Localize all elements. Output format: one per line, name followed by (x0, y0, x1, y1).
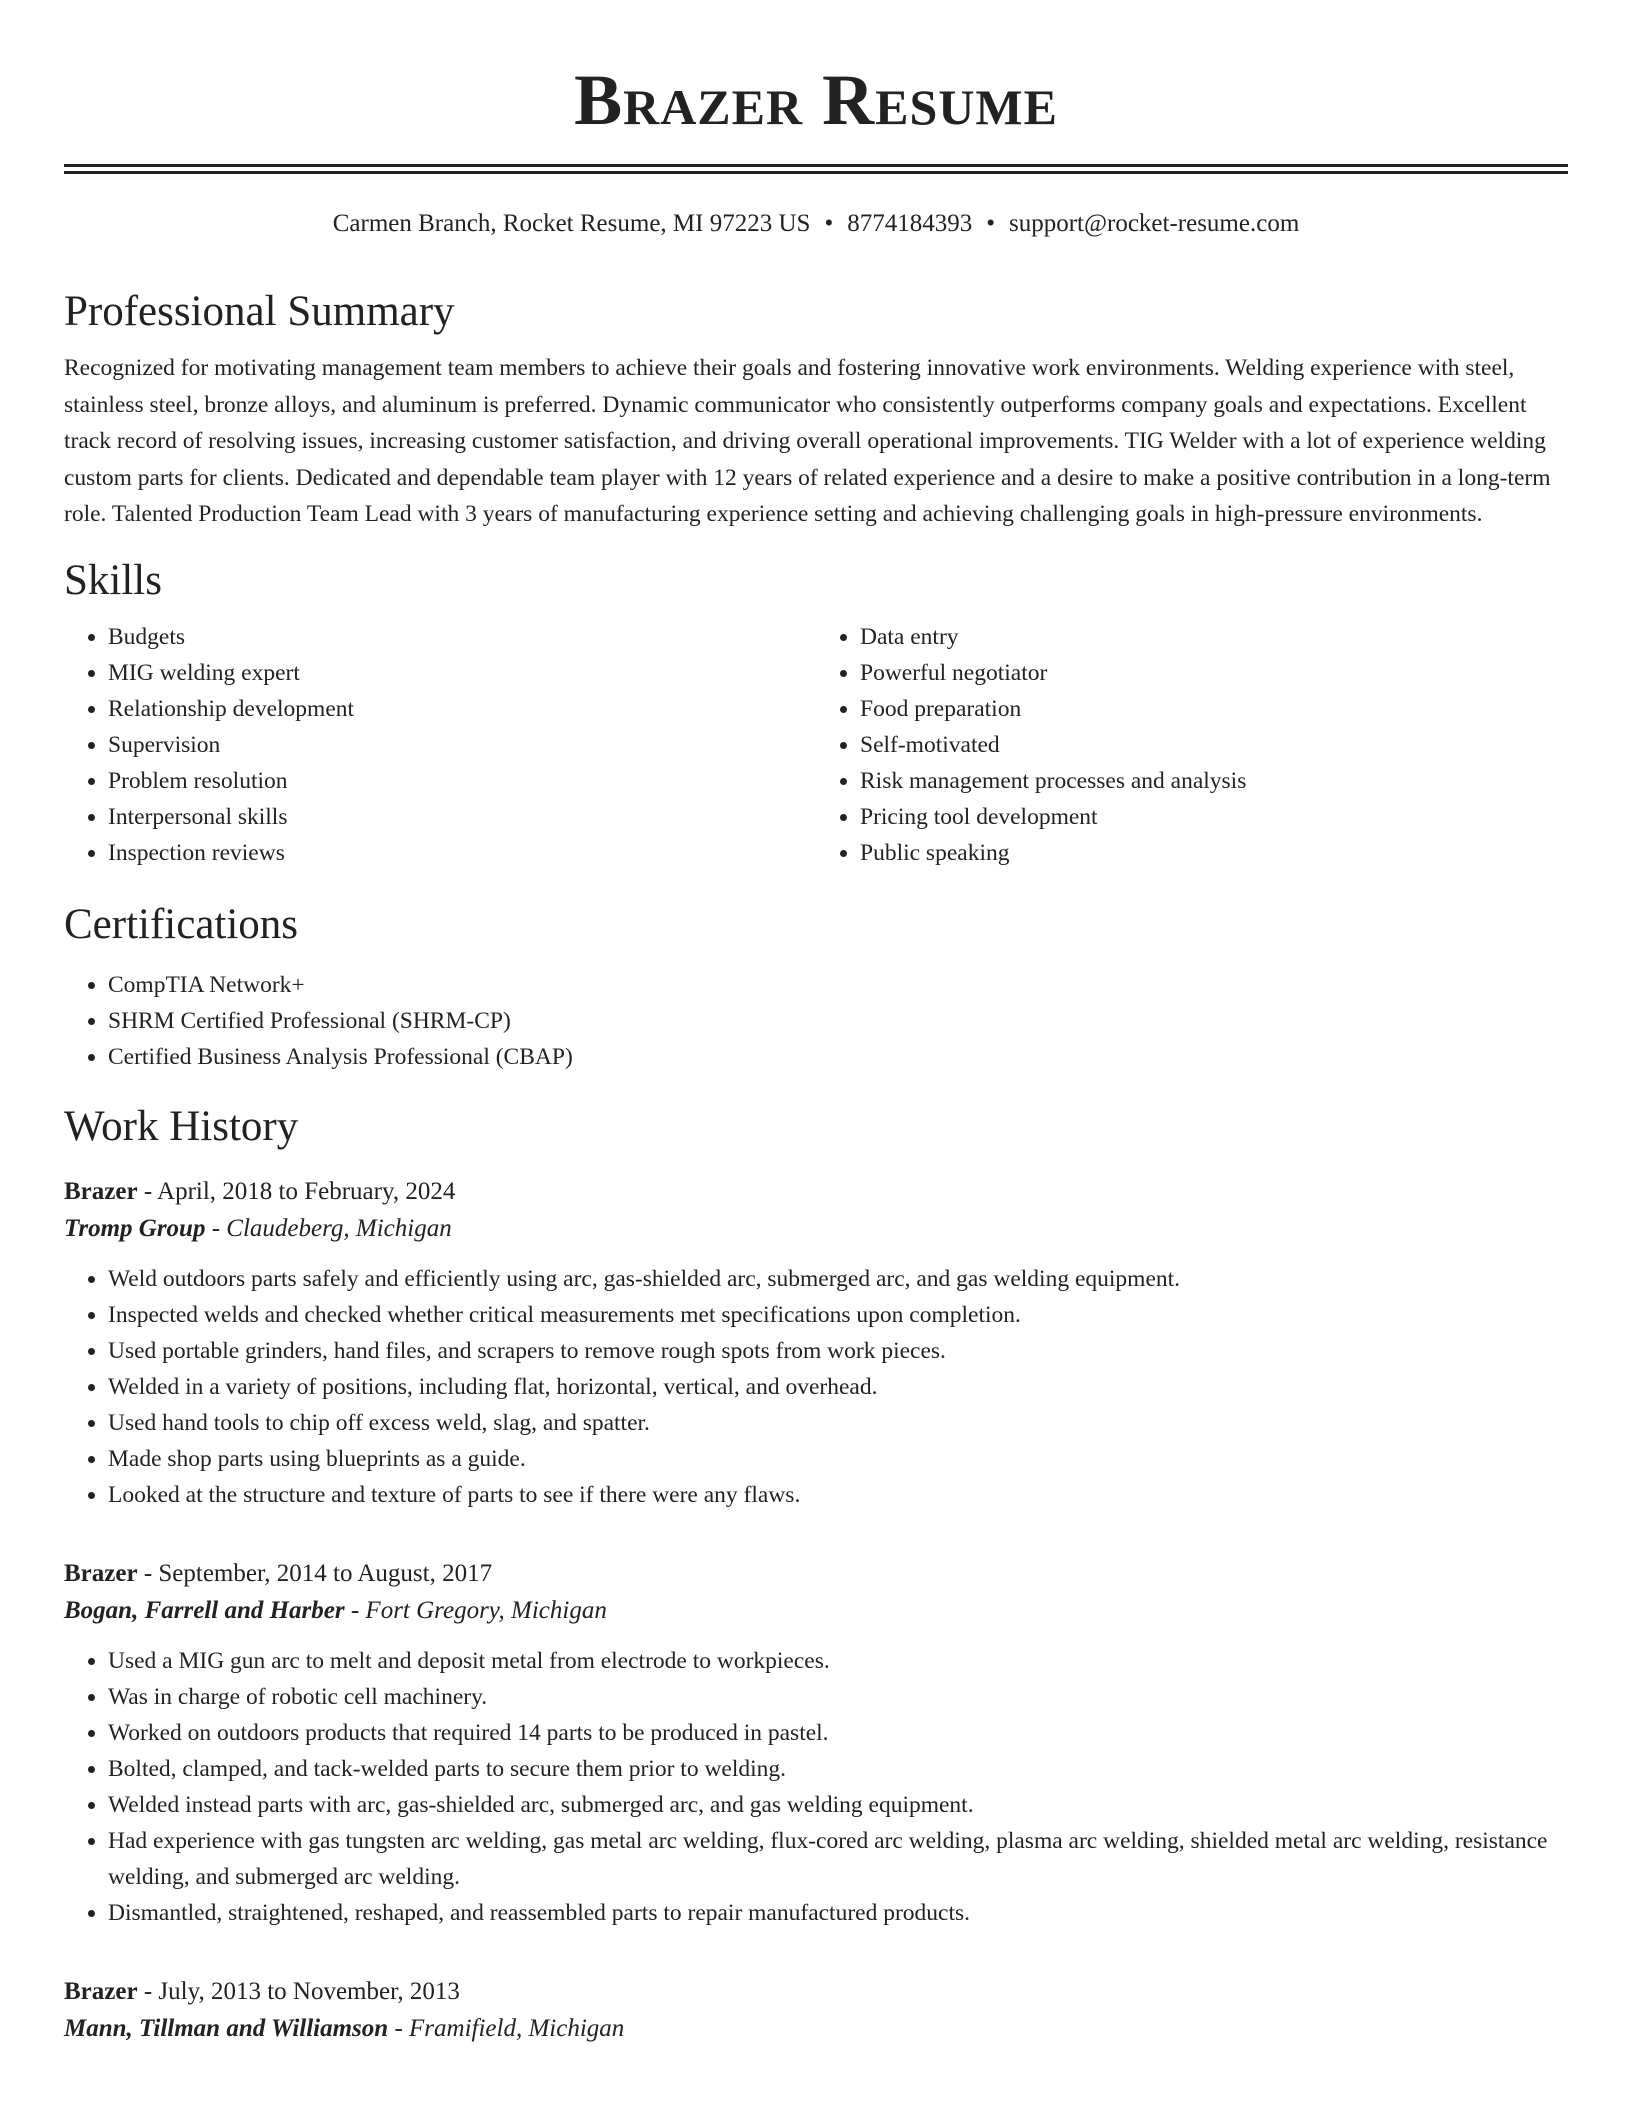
job-company-line (64, 2010, 1568, 2047)
job-company-line (64, 1592, 1568, 1629)
skill-item: • Risk management processes and analysis (860, 763, 1568, 799)
job-bullets (64, 1643, 1568, 1931)
job-company-line (64, 1210, 1568, 1247)
job-bullets (64, 1261, 1568, 1513)
job-bullet: • Looked at the structure and texture of parts to see if there were any flaws. (108, 1477, 1568, 1513)
contact-line (64, 208, 1568, 240)
summary-text: Recognized for motivating management team members to achieve their goals and fostering innovative work environments. Welding experience with steel, stainless steel, bronze alloys, and aluminum is preferred. Dynamic communicator who consistently outperforms company goals and expectations. Excellent track record of resolving issues, increasing customer satisfaction, and driving overall operational improvements. TIG Welder with a lot of experience welding custom parts for clients. Dedicated and dependable team player with 12 years of related experience and a desire to make a positive contribution in a long-term role. Talented Production Team Lead with 3 years of manufacturing experience setting and achieving challenging goals in high-pressure environments. (64, 355, 1551, 527)
job-bullet: • Worked on outdoors products that required 14 parts to be produced in pastel. (108, 1715, 1568, 1751)
job-entry (64, 1173, 1568, 1513)
job-bullet: • Dismantled, straightened, reshaped, and reassembled parts to repair manufactured products. (108, 1895, 1568, 1931)
skill-item: • MIG welding expert (108, 655, 816, 691)
job-entry (64, 1973, 1568, 2047)
job-bullet: • Had experience with gas tungsten arc welding, gas metal arc welding, flux-cored arc welding, plasma arc welding, shielded metal arc welding, resistance welding, and submerged arc welding. (108, 1823, 1568, 1895)
job-bullet: • Weld outdoors parts safely and efficiently using arc, gas-shielded arc, submerged arc, and gas welding equipment. (108, 1261, 1568, 1297)
skills-heading: Skills (64, 556, 162, 604)
job-company: Tromp Group (64, 1214, 206, 1242)
contact-separator: • (824, 210, 834, 237)
skill-item: • Supervision (108, 727, 816, 763)
job-title-line (64, 1555, 1568, 1592)
job-bullet: • Used hand tools to chip off excess weld, slag, and spatter. (108, 1405, 1568, 1441)
certification-item: • SHRM Certified Professional (SHRM-CP) (108, 1003, 1568, 1039)
skill-item: • Budgets (108, 619, 816, 655)
skill-item: • Inspection reviews (108, 835, 816, 871)
job-bullet: • Was in charge of robotic cell machinery. (108, 1679, 1568, 1715)
skill-item: • Self-motivated (860, 727, 1568, 763)
certifications-heading: Certifications (64, 900, 299, 948)
skills-right-list (816, 619, 1568, 871)
title-divider (64, 164, 1568, 174)
job-company: Mann, Tillman and Williamson (64, 2014, 389, 2042)
job-location: - Claudeberg, Michigan (205, 1214, 452, 1242)
page-title: Brazer Resume (574, 60, 1058, 140)
contact-email: support@rocket-resume.com (1008, 210, 1300, 237)
job-bullet: • Welded instead parts with arc, gas-shielded arc, submerged arc, and gas welding equipment. (108, 1787, 1568, 1823)
job-bullet: • Used a MIG gun arc to melt and deposit metal from electrode to workpieces. (108, 1643, 1568, 1679)
job-title: Brazer (64, 1977, 138, 2005)
job-title: Brazer (64, 1177, 138, 1205)
job-bullet: • Welded in a variety of positions, including flat, horizontal, vertical, and overhead. (108, 1369, 1568, 1405)
job-title-line (64, 1173, 1568, 1210)
skill-item: • Powerful negotiator (860, 655, 1568, 691)
job-location: - Framifield, Michigan (388, 2014, 625, 2042)
skills-columns (64, 619, 1568, 871)
job-dates: - September, 2014 to August, 2017 (137, 1559, 493, 1587)
contact-address: Carmen Branch, Rocket Resume, MI 97223 US (332, 210, 811, 237)
job-company: Bogan, Farrell and Harber (64, 1596, 345, 1624)
work-history-heading: Work History (64, 1102, 299, 1150)
certification-item: • Certified Business Analysis Professional (CBAP) (108, 1039, 1568, 1075)
job-title-line (64, 1973, 1568, 2010)
job-title: Brazer (64, 1559, 138, 1587)
contact-separator: • (986, 210, 995, 237)
job-bullet: • Inspected welds and checked whether critical measurements met specifications upon completion. (108, 1297, 1568, 1333)
summary-heading: Professional Summary (64, 288, 455, 335)
job-location: - Fort Gregory, Michigan (344, 1596, 607, 1624)
skill-item: • Pricing tool development (860, 799, 1568, 835)
job-bullet: • Made shop parts using blueprints as a guide. (108, 1441, 1568, 1477)
job-dates: - July, 2013 to November, 2013 (137, 1977, 460, 2005)
job-entry (64, 1555, 1568, 1931)
job-bullet: • Used portable grinders, hand files, and scrapers to remove rough spots from work pieces. (108, 1333, 1568, 1369)
skill-item: • Data entry (860, 619, 1568, 655)
skill-item: • Public speaking (860, 835, 1568, 871)
certification-item: • CompTIA Network+ (108, 967, 1568, 1003)
job-dates: - April, 2018 to February, 2024 (137, 1177, 456, 1205)
skill-item: • Food preparation (860, 691, 1568, 727)
skills-left-list (64, 619, 816, 871)
job-bullet: • Bolted, clamped, and tack-welded parts to secure them prior to welding. (108, 1751, 1568, 1787)
certifications-list (64, 967, 1568, 1075)
skill-item: • Relationship development (108, 691, 816, 727)
skill-item: • Problem resolution (108, 763, 816, 799)
contact-phone: 8774184393 (847, 210, 973, 237)
skill-item: • Interpersonal skills (108, 799, 816, 835)
